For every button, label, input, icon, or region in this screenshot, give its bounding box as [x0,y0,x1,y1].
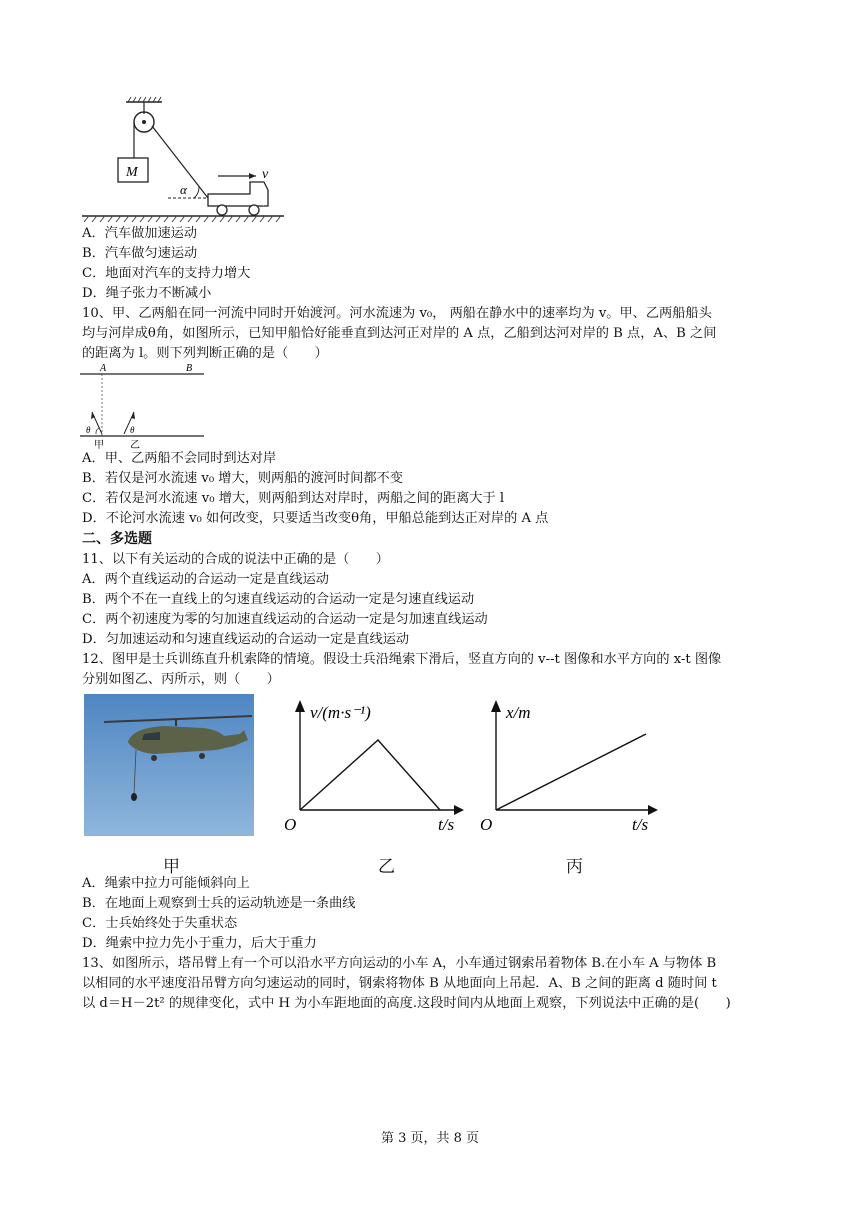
point-b-label: B [186,363,193,374]
caption-yi: 乙 [378,857,395,877]
theta-right-label: θ [130,425,135,435]
q10-option-b: B．若仅是河水流速 v₀ 增大，则两船的渡河时间都不变 [82,471,403,486]
graph-bing-xlabel: t/s [632,815,649,834]
q13-stem-line3: 以 d＝H－2t² 的规律变化，式中 H 为小车距地面的高度.这段时间内从地面上观察，下列说法中正确的是( ) [82,996,731,1011]
graph-yi-vt [282,694,472,844]
q9-pulley-truck-figure [78,96,290,224]
graph-yi-xlabel: t/s [438,815,455,834]
graph-bing-ylabel: x/m [506,703,531,722]
graph-bing-origin: O [480,815,493,834]
q12-option-a: A．绳索中拉力可能倾斜向上 [82,876,250,891]
q11-stem: 11、以下有关运动的合成的说法中正确的是（ ） [82,552,389,567]
vt-line [300,740,440,810]
q10-option-c: C．若仅是河水流速 v₀ 增大，则两船到达对岸时，两船之间的距离大于 l [82,491,505,506]
q12-stem-line2: 分别如图乙、丙所示，则（ ） [82,672,280,687]
graph-bing-xt [478,694,668,844]
q11-option-a: A．两个直线运动的合运动一定是直线运动 [82,572,329,587]
graph-yi-origin: O [284,815,297,834]
q13-stem-line1: 13、如图所示，塔吊臂上有一个可以沿水平方向运动的小车 A，小车通过钢索吊着物体 B.在小车 A 与物体 B [82,956,717,971]
q10-option-d: D．不论河水流速 v₀ 如何改变，只要适当改变θ角，甲船总能到达正对岸的 A 点 [82,511,549,526]
q9-option-a: A．汽车做加速运动 [82,226,198,241]
q13-stem-line2: 以相同的水平速度沿吊臂方向匀速运动的同时，钢索将物体 B 从地面向上吊起．A、B 之间的距离 d 随时间 t [82,976,717,991]
page-footer: 第 3 页，共 8 页 [380,1131,480,1146]
point-a-label: A [100,363,107,374]
velocity-label: v [262,167,269,182]
q10-stem-line2: 均与河岸成θ角，如图所示，已知甲船恰好能垂直到达河正对岸的 A 点，乙船到达河对岸的 B 点，A、B 之间 [82,326,717,341]
q11-option-d: D．匀加速运动和匀速直线运动的合运动一定是直线运动 [82,632,410,647]
q10-river-figure [80,362,206,452]
theta-left-label: θ [86,425,91,435]
mass-label: M [126,165,138,180]
q9-option-b: B．汽车做匀速运动 [82,246,198,261]
angle-label: α [180,182,187,197]
helicopter-photo [84,694,254,836]
q11-option-b: B．两个不在一直线上的匀速直线运动的合运动一定是匀速直线运动 [82,592,475,607]
xt-line [496,734,646,810]
q10-stem-line3: 的距离为 l。则下列判断正确的是（ ） [82,346,328,361]
graph-yi-ylabel: v/(m·s⁻¹) [310,703,371,722]
q12-option-b: B．在地面上观察到士兵的运动轨迹是一条曲线 [82,896,356,911]
q9-option-d: D．绳子张力不断减小 [82,286,212,301]
boat-yi-label: 乙 [130,440,140,451]
q10-stem-line1: 10、甲、乙两船在同一河流中同时开始渡河。河水流速为 v₀， 两船在静水中的速率均为 v。甲、乙两船船头 [82,306,712,321]
q12-stem-line1: 12、图甲是士兵训练直升机索降的情境。假设士兵沿绳索下滑后，竖直方向的 v--t 图像和水平方向的 x-t 图像 [82,652,722,667]
q12-option-d: D．绳索中拉力先小于重力，后大于重力 [82,936,317,951]
q11-option-c: C．两个初速度为零的匀加速直线运动的合运动一定是匀加速直线运动 [82,612,488,627]
boat-jia-label: 甲 [94,440,104,451]
q9-option-c: C．地面对汽车的支持力增大 [82,266,251,281]
caption-bing: 丙 [566,857,583,877]
q12-option-c: C．士兵始终处于失重状态 [82,916,238,931]
caption-jia: 甲 [163,857,180,877]
q10-option-a: A．甲、乙两船不会同时到达对岸 [82,451,277,466]
section-heading-multiple-choice: 二、多选题 [82,531,152,547]
